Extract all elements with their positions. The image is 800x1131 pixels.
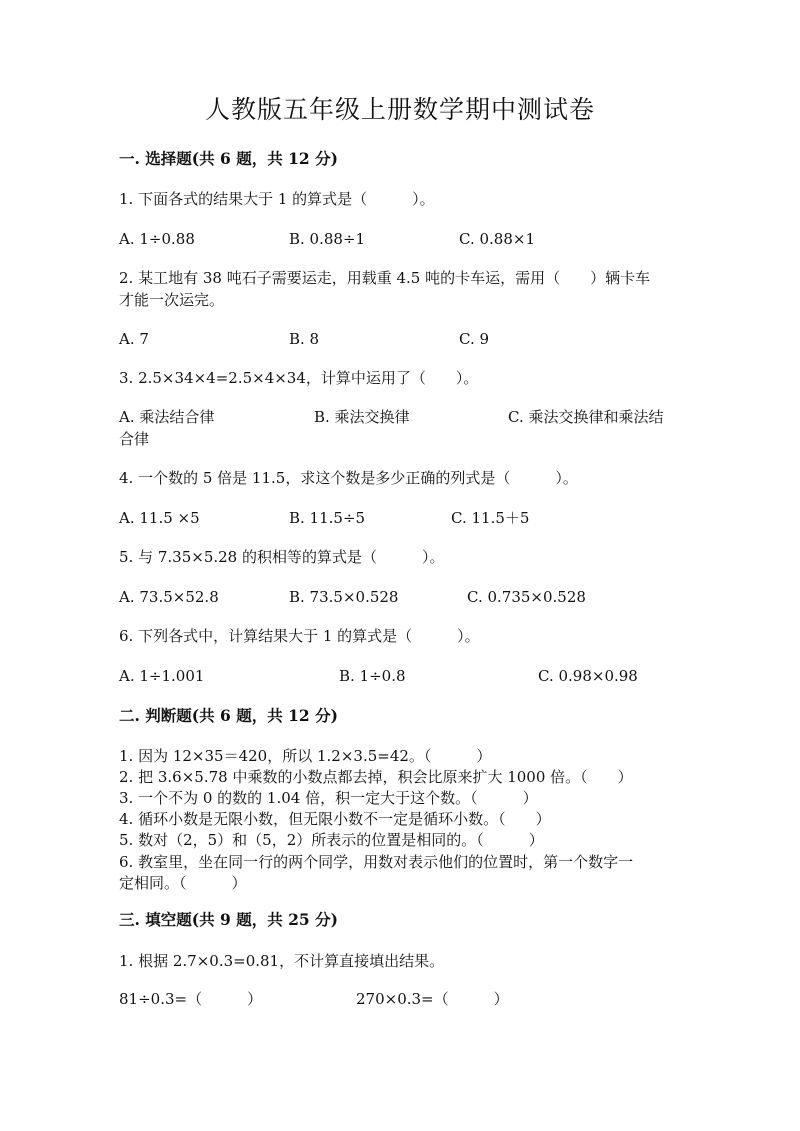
question-6-text: 6. 下列各式中，计算结果大于 1 的算式是（ ）。: [119, 627, 480, 645]
question-1-text: 1. 下面各式的结果大于 1 的算式是（ ）。: [119, 190, 435, 208]
question-2-text-line1: 2. 某工地有 38 吨石子需要运走，用载重 4.5 吨的卡车运，需用（ ）辆卡车: [119, 269, 651, 287]
judgment-item-2: 2. 把 3.6×5.78 中乘数的小数点都去掉，积会比原来扩大 1000 倍。（ ）: [119, 768, 633, 786]
question-2-option-b: B. 8: [289, 330, 320, 348]
judgment-item-1: 1. 因为 12×35＝420，所以 1.2×3.5=42。（ ）: [119, 747, 492, 765]
question-2-option-c: C. 9: [459, 330, 490, 348]
question-2-option-a: A. 7: [119, 330, 149, 348]
question-6-option-a: A. 1÷1.001: [119, 667, 205, 685]
judgment-item-3: 3. 一个不为 0 的数的 1.04 倍，积一定大于这个数。（ ）: [119, 789, 538, 807]
question-3-text: 3. 2.5×34×4=2.5×4×34，计算中运用了（ ）。: [119, 369, 479, 387]
question-1-option-a: A. 1÷0.88: [119, 230, 195, 248]
question-1-option-b: B. 0.88÷1: [289, 230, 366, 248]
question-4-option-c: C. 11.5＋5: [451, 509, 530, 527]
question-5-option-c: C. 0.735×0.528: [467, 588, 586, 606]
judgment-item-6-continued: 定相同。（ ）: [119, 874, 247, 892]
fill-question-1-text: 1. 根据 2.7×0.3=0.81，不计算直接填出结果。: [119, 952, 445, 970]
question-5-option-b: B. 73.5×0.528: [289, 588, 399, 606]
question-6-option-b: B. 1÷0.8: [339, 667, 406, 685]
section-heading-choice: 一. 选择题(共 6 题，共 12 分): [119, 149, 338, 168]
question-3-option-c: C. 乘法交换律和乘法结: [508, 408, 664, 426]
section-heading-judgment: 二. 判断题(共 6 题，共 12 分): [119, 706, 338, 725]
question-5-text: 5. 与 7.35×5.28 的积相等的算式是（ ）。: [119, 548, 445, 566]
question-4-option-a: A. 11.5 ×5: [119, 509, 200, 527]
fill-question-1-part-a: 81÷0.3=（ ）: [119, 990, 263, 1008]
section-heading-fill-in: 三. 填空题(共 9 题，共 25 分): [119, 910, 338, 929]
judgment-item-4: 4. 循环小数是无限小数，但无限小数不一定是循环小数。（ ）: [119, 810, 551, 828]
question-3-option-b: B. 乘法交换律: [314, 408, 410, 426]
question-6-option-c: C. 0.98×0.98: [538, 667, 638, 685]
question-4-text: 4. 一个数的 5 倍是 11.5，求这个数是多少正确的列式是（ ）。: [119, 469, 578, 487]
question-4-option-b: B. 11.5÷5: [289, 509, 366, 527]
judgment-item-5: 5. 数对（2，5）和（5，2）所表示的位置是相同的。（ ）: [119, 831, 544, 849]
question-3-option-a: A. 乘法结合律: [119, 408, 215, 426]
fill-question-1-part-b: 270×0.3=（ ）: [356, 990, 509, 1008]
page-title: 人教版五年级上册数学期中测试卷: [204, 95, 595, 124]
question-5-option-a: A. 73.5×52.8: [119, 588, 219, 606]
judgment-item-6: 6. 教室里，坐在同一行的两个同学，用数对表示他们的位置时，第一个数字一: [119, 853, 634, 871]
question-1-option-c: C. 0.88×1: [459, 230, 535, 248]
question-3-option-c-continued: 合律: [119, 430, 150, 448]
question-2-text-line2: 才能一次运完。: [119, 291, 225, 309]
